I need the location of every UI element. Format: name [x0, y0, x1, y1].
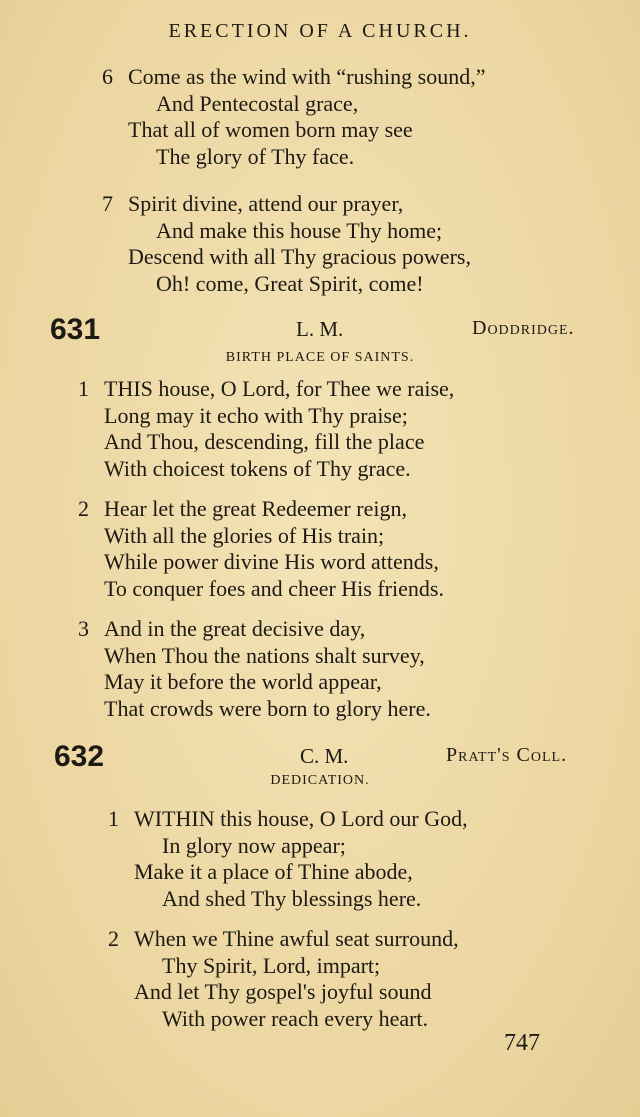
verse-line: Make it a place of Thine abode, — [134, 859, 413, 884]
verse-line: Thy Spirit, Lord, impart; — [162, 952, 381, 978]
hymn-author: Pratt's Coll. — [446, 744, 568, 766]
hymn-author: Doddridge. — [472, 317, 575, 339]
running-head: ERECTION OF A CHURCH. — [168, 20, 472, 42]
verse-line: Come as the wind with “rushing sound,” — [128, 64, 486, 89]
stanza-number: 1 — [108, 806, 119, 831]
stanza-3 — [78, 616, 431, 722]
hymn-subtitle: DEDICATION. — [270, 773, 370, 788]
stanza-7 — [102, 191, 471, 297]
page-number: 747 — [504, 1030, 540, 1056]
verse-line: Oh! come, Great Spirit, come! — [156, 270, 424, 296]
verse-line: The glory of Thy face. — [156, 143, 355, 169]
stanza-2 — [108, 926, 459, 1032]
verse-line: With power reach every heart. — [162, 1005, 429, 1031]
hymn-subtitle: BIRTH PLACE OF SAINTS. — [225, 350, 415, 365]
stanza-2 — [78, 496, 444, 602]
hymn-number: 631 — [50, 313, 101, 346]
stanza-number: 1 — [78, 376, 89, 401]
hymn-meter: L. M. — [296, 317, 344, 341]
verse-line: WITHIN this house, O Lord our God, — [134, 806, 468, 831]
stanza-1 — [108, 806, 468, 912]
verse-line: When we Thine awful seat surround, — [134, 926, 459, 951]
verse-line: That all of women born may see — [128, 117, 413, 142]
stanza-number: 3 — [78, 616, 89, 641]
verse-line: Spirit divine, attend our prayer, — [128, 191, 404, 216]
verse-line: With all the glories of His train; — [104, 522, 385, 548]
verse-line: While power divine His word attends, — [104, 549, 439, 574]
verse-line: Hear let the great Redeemer reign, — [104, 496, 407, 521]
verse-line: To conquer foes and cheer His friends. — [104, 575, 444, 601]
verse-line: And in the great decisive day, — [104, 616, 366, 641]
stanza-6 — [102, 64, 485, 170]
verse-line: In glory now appear; — [162, 832, 346, 858]
stanza-number: 6 — [102, 64, 113, 89]
verse-line: And make this house Thy home; — [156, 217, 443, 243]
hymn-number: 632 — [54, 740, 105, 773]
verse-line: Long may it echo with Thy praise; — [104, 402, 408, 428]
hymn-meter: C. M. — [300, 744, 349, 768]
verse-line: With choicest tokens of Thy grace. — [104, 455, 411, 481]
stanza-1 — [78, 376, 454, 482]
verse-line: And let Thy gospel's joyful sound — [134, 979, 432, 1004]
verse-line: Descend with all Thy gracious powers, — [128, 244, 471, 269]
verse-line: May it before the world appear, — [104, 669, 382, 694]
verse-line: That crowds were born to glory here. — [104, 695, 431, 721]
stanza-number: 2 — [78, 496, 89, 521]
verse-line: And Pentecostal grace, — [156, 90, 359, 116]
verse-line: And shed Thy blessings here. — [162, 885, 422, 911]
verse-line: THIS house, O Lord, for Thee we raise, — [104, 376, 455, 401]
stanza-number: 2 — [108, 926, 119, 951]
verse-line: And Thou, descending, fill the place — [104, 429, 425, 454]
verse-line: When Thou the nations shalt survey, — [104, 642, 425, 668]
stanza-number: 7 — [102, 191, 113, 216]
